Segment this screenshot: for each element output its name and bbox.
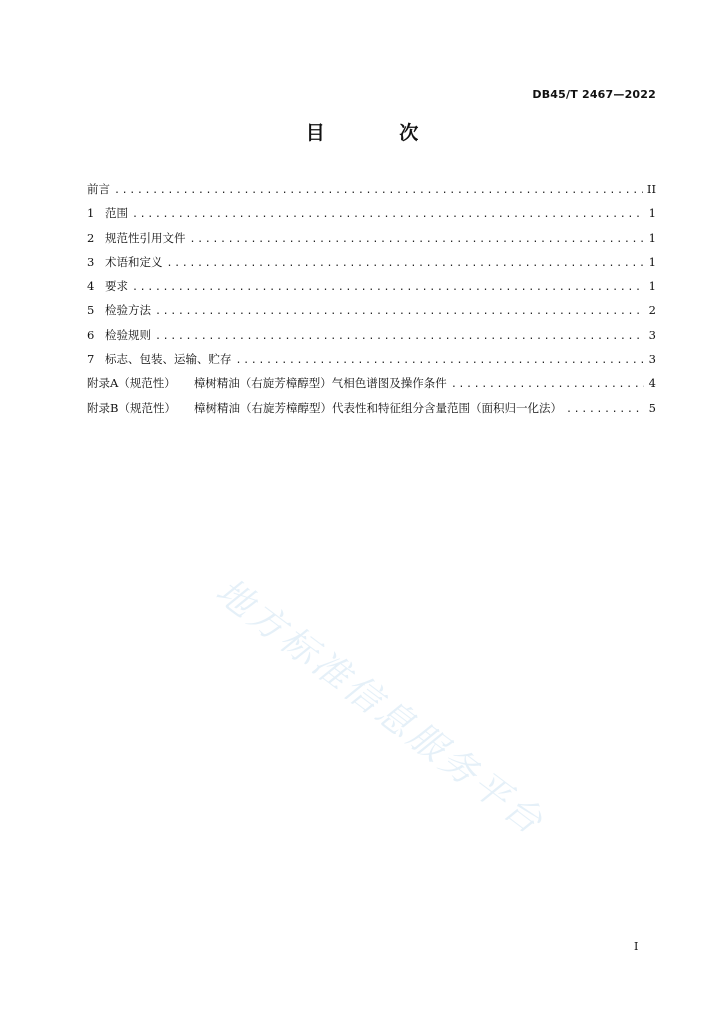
toc-entry-label: 7 标志、包装、运输、贮存 — [87, 352, 232, 367]
toc-entry-page: 1 — [648, 254, 656, 269]
page-number: I — [634, 940, 639, 953]
toc-entry-page: 1 — [648, 230, 656, 245]
toc-entry-label: 4 要求 — [87, 279, 128, 294]
toc-entry-inspection-rules[interactable] — [87, 327, 656, 351]
toc-entry-label: 6 检验规则 — [87, 327, 151, 342]
toc-entry-requirements[interactable] — [87, 278, 656, 302]
toc-entry-scope[interactable] — [87, 205, 656, 229]
toc-entry-page: 1 — [648, 279, 656, 294]
page-title: 目 次 — [305, 122, 453, 144]
toc-entry-marking-packaging[interactable] — [87, 351, 656, 375]
toc-entry-page: 1 — [648, 206, 656, 221]
watermark-text: 地方标准信息服务平台 — [208, 570, 553, 845]
table-of-contents — [87, 181, 656, 424]
toc-entry-label: 附录A（规范性） 樟树精油（右旋芳樟醇型）气相色谱图及操作条件 — [87, 376, 447, 391]
toc-entry-page: 3 — [648, 352, 656, 367]
toc-entry-label: 前言 — [87, 182, 110, 196]
toc-entry-terms-definitions[interactable] — [87, 254, 656, 278]
toc-entry-page: 5 — [648, 400, 656, 415]
toc-entry-page: 3 — [648, 327, 656, 342]
toc-leader — [190, 234, 645, 245]
toc-leader — [451, 379, 644, 390]
document-code: DB45/T 2467—2022 — [532, 88, 656, 101]
toc-entry-label: 1 范围 — [87, 206, 128, 221]
toc-entry-label: 附录B（规范性） 樟树精油（右旋芳樟醇型）代表性和特征组分含量范围（面积归一化法） — [87, 400, 562, 415]
toc-entry-test-methods[interactable] — [87, 302, 656, 326]
toc-leader — [566, 404, 644, 415]
toc-entry-foreword[interactable] — [87, 181, 656, 205]
toc-entry-label: 2 规范性引用文件 — [87, 230, 186, 245]
toc-entry-annex-a[interactable] — [87, 375, 656, 399]
toc-leader — [132, 282, 644, 293]
toc-leader — [236, 355, 645, 366]
toc-leader — [132, 209, 644, 220]
toc-entry-page: 4 — [648, 376, 656, 391]
toc-entry-label: 5 检验方法 — [87, 303, 151, 318]
toc-entry-page: II — [646, 182, 656, 196]
toc-leader — [114, 185, 643, 196]
toc-entry-normative-references[interactable] — [87, 230, 656, 254]
toc-entry-annex-b[interactable] — [87, 400, 656, 424]
toc-entry-label: 3 术语和定义 — [87, 254, 163, 269]
toc-leader — [155, 306, 644, 317]
toc-entry-page: 2 — [648, 303, 656, 318]
toc-leader — [155, 331, 644, 342]
toc-leader — [167, 258, 645, 269]
